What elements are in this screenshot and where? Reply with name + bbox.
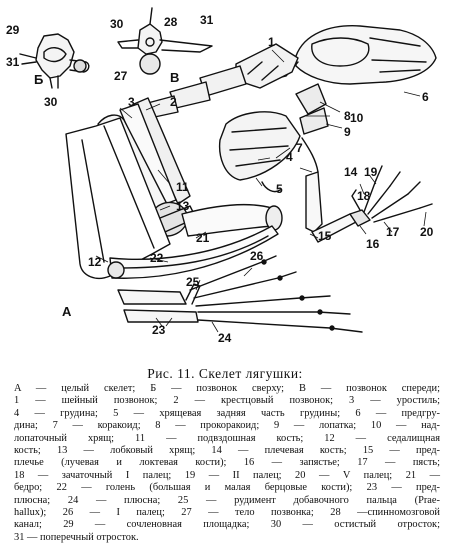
- label-2: 2: [170, 95, 177, 109]
- label-11: 11: [176, 180, 189, 194]
- legend-line: бедро; 22 — голень (большая и малая берцовые кости); 23 — пред-: [14, 482, 440, 494]
- label-25: 25: [186, 275, 200, 289]
- label-28: 28: [164, 15, 178, 29]
- label-15: 15: [318, 229, 332, 243]
- label-panel-v: В: [170, 70, 180, 85]
- label-24: 24: [218, 331, 232, 345]
- label-panel-a: А: [62, 304, 72, 319]
- label-panel-b: Б: [34, 72, 44, 87]
- label-12: 12: [88, 255, 102, 269]
- label-13: 13: [176, 199, 190, 213]
- label-30-front-view: 30: [110, 17, 124, 31]
- label-30-top-view: 30: [44, 95, 58, 109]
- legend-line: 18 — зачаточный I палец; 19 — II палец; 20 — V палец; 21 —: [14, 469, 440, 481]
- label-14: 14: [344, 165, 358, 179]
- skull: [270, 26, 436, 84]
- label-26: 26: [250, 249, 264, 263]
- legend-line: 4 — грудина; 5 — хрящевая задняя часть грудины; 6 — предгру-: [14, 407, 440, 419]
- label-8: 8: [344, 109, 351, 123]
- label-31-top-view: 31: [6, 55, 20, 69]
- legend-line: канал; 29 — сочленовная площадка; 30 — остистый отросток;: [14, 519, 440, 531]
- figure-legend: [14, 383, 440, 544]
- label-6: 6: [422, 90, 429, 104]
- legend-line: кость; 13 — лобковый хрящ; 14 — плечевая кость; 15 — пред-: [14, 445, 440, 457]
- legend-line: hallux); 26 — I палец; 27 — тело позвонка; 28 —спинномозговой: [14, 507, 440, 519]
- label-19: 19: [364, 165, 378, 179]
- label-22: 22: [150, 251, 164, 265]
- label-9: 9: [344, 125, 351, 139]
- label-10: 10: [350, 111, 364, 125]
- label-29: 29: [6, 23, 20, 37]
- legend-line: дина; 7 — коракоид; 8 — прокоракоид; 9 — лопатка; 10 — над-: [14, 420, 440, 432]
- legend-line: плечье (лучевая и локтевая кости); 16 — запястье; 17 — пясть;: [14, 457, 440, 469]
- label-5: 5: [276, 182, 283, 196]
- legend-line: 1 — шейный позвонок; 2 — крестцовый позвонок; 3 — уростиль;: [14, 395, 440, 407]
- label-1: 1: [268, 35, 275, 49]
- label-17: 17: [386, 225, 400, 239]
- label-23: 23: [152, 323, 166, 337]
- label-4: 4: [286, 150, 293, 164]
- label-31-front-view: 31: [200, 13, 214, 27]
- label-16: 16: [366, 237, 380, 251]
- vertebral-column: [144, 44, 298, 118]
- label-20: 20: [420, 225, 434, 239]
- label-21: 21: [196, 231, 210, 245]
- legend-line: 31 — поперечный отросток.: [14, 531, 139, 543]
- legend-line: плюсна; 24 — плюсна; 25 — рудимент добавочного пальца (Prae-: [14, 494, 440, 506]
- label-27: 27: [114, 69, 128, 83]
- vertebra-top-view: [20, 34, 89, 88]
- legend-line: лопаточный хрящ; 11 — подвздошная кость; 12 — седалищная: [14, 432, 440, 444]
- label-7: 7: [296, 141, 303, 155]
- legend-line: A — целый скелет; Б — позвонок сверху; В — позвонок спереди;: [14, 383, 440, 394]
- figure-caption: Рис. 11. Скелет лягушки:: [147, 366, 303, 381]
- label-3: 3: [128, 95, 135, 109]
- label-18: 18: [357, 189, 371, 203]
